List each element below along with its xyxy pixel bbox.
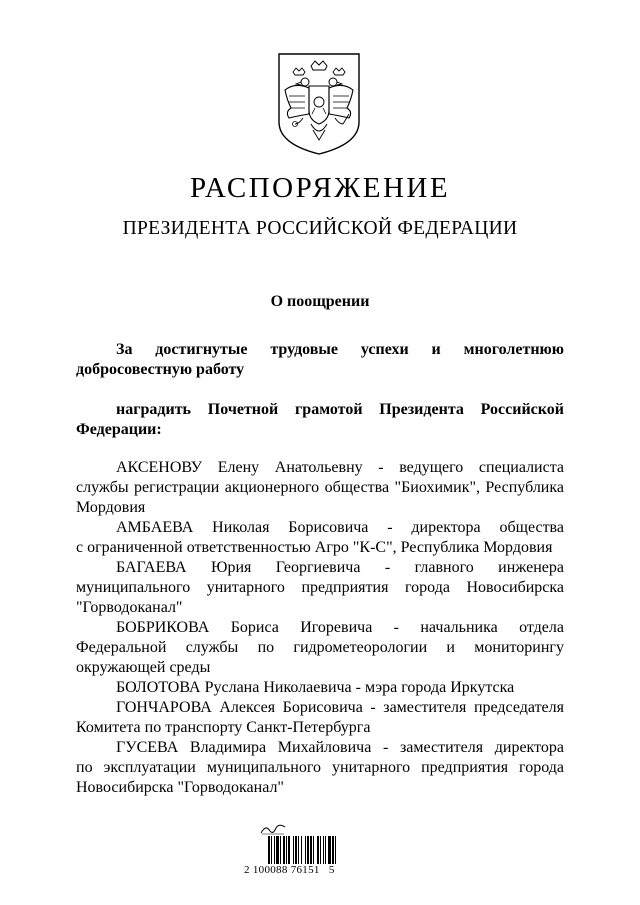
barcode-bar	[320, 836, 321, 864]
barcode-bar	[305, 836, 306, 864]
issuer-subtitle: ПРЕЗИДЕНТА РОССИЙСКОЙ ФЕДЕРАЦИИ	[122, 218, 518, 239]
document-type-title: РАСПОРЯЖЕНИЕ	[189, 172, 451, 204]
awardee-line: муниципального унитарного предприятия города Новосибирска	[76, 579, 564, 596]
awardee-entry	[76, 558, 564, 618]
barcode-bar	[283, 836, 285, 864]
barcode-number: 2 100088 76151 5	[244, 864, 335, 876]
document-subject: О поощрении	[270, 293, 370, 310]
barcode-bar	[295, 836, 297, 864]
awardee-line: АКСЕНОВУ Елену Анатольевну - ведущего специалиста	[116, 459, 564, 476]
awardee-entry	[76, 458, 564, 518]
signature-mark-icon	[258, 822, 288, 836]
barcode-bar	[335, 836, 336, 864]
russian-coat-of-arms-emblem	[275, 52, 363, 156]
barcode-bar	[301, 836, 302, 864]
awardee-line: ГОНЧАРОВА Алексея Борисовича - заместителя председателя	[116, 699, 564, 716]
awardee-line: БОБРИКОВА Бориса Игоревича - начальника отдела	[116, 619, 564, 636]
barcode-bar	[323, 836, 324, 864]
barcode-bar	[317, 836, 319, 864]
awardee-entry	[76, 678, 564, 698]
barcode-bar	[293, 836, 294, 864]
awardee-line: Мордовия	[76, 499, 146, 516]
awardee-line: по эксплуатации муниципального унитарного предприятия города	[76, 759, 564, 776]
barcode-bar	[288, 836, 290, 864]
barcode-bar	[268, 836, 270, 864]
preamble-line: За достигнутые трудовые успехи и многолетнюю	[116, 341, 564, 358]
awardees-list	[76, 458, 564, 798]
awardee-line: БОЛОТОВА Руслана Николаевича - мэра города Иркутска	[116, 679, 515, 696]
barcode-bar	[276, 836, 279, 864]
awardee-line: Комитета по транспорту Санкт-Петербурга	[76, 719, 371, 736]
barcode-bar	[332, 836, 334, 864]
awardee-line: окружающей среды	[76, 659, 211, 676]
barcode-bar	[274, 836, 275, 864]
awardee-line: ГУСЕВА Владимира Михайловича - заместителя директора	[116, 739, 564, 756]
preamble-line: добросовестную работу	[76, 361, 245, 378]
decision-paragraph	[76, 400, 564, 440]
barcode-bar	[307, 836, 309, 864]
awardee-entry	[76, 518, 564, 558]
preamble-paragraph	[76, 340, 564, 380]
decision-line: наградить Почетной грамотой Президента Российской	[116, 401, 564, 418]
awardee-entry	[76, 738, 564, 798]
awardee-line: с ограниченной ответственностью Агро "К-С", Республика Мордовия	[76, 539, 553, 556]
awardee-line: "Горводоканал"	[76, 599, 183, 616]
barcode-bar	[310, 836, 312, 864]
awardee-line: Федеральной службы по гидрометеорологии и мониторингу	[76, 639, 564, 656]
decision-line: Федерации:	[76, 421, 162, 438]
barcode-bar	[280, 836, 281, 864]
barcode-bar	[271, 836, 272, 864]
awardee-entry	[76, 698, 564, 738]
awardee-line: АМБАЕВА Николая Борисовича - директора общества	[116, 519, 564, 536]
barcode-icon	[268, 836, 364, 866]
awardee-line: БАГАЕВА Юрия Георгиевича - главного инженера	[116, 559, 564, 576]
barcode-bar	[325, 836, 326, 864]
awardee-line: Новосибирска "Горводоканал"	[76, 779, 284, 796]
barcode-bar	[298, 836, 299, 864]
barcode-bar	[313, 836, 314, 864]
awardee-entry	[76, 618, 564, 678]
barcode-bar	[286, 836, 287, 864]
barcode-bar	[328, 836, 331, 864]
awardee-line: службы регистрации акционерного общества "Биохимик", Республика	[76, 479, 564, 496]
